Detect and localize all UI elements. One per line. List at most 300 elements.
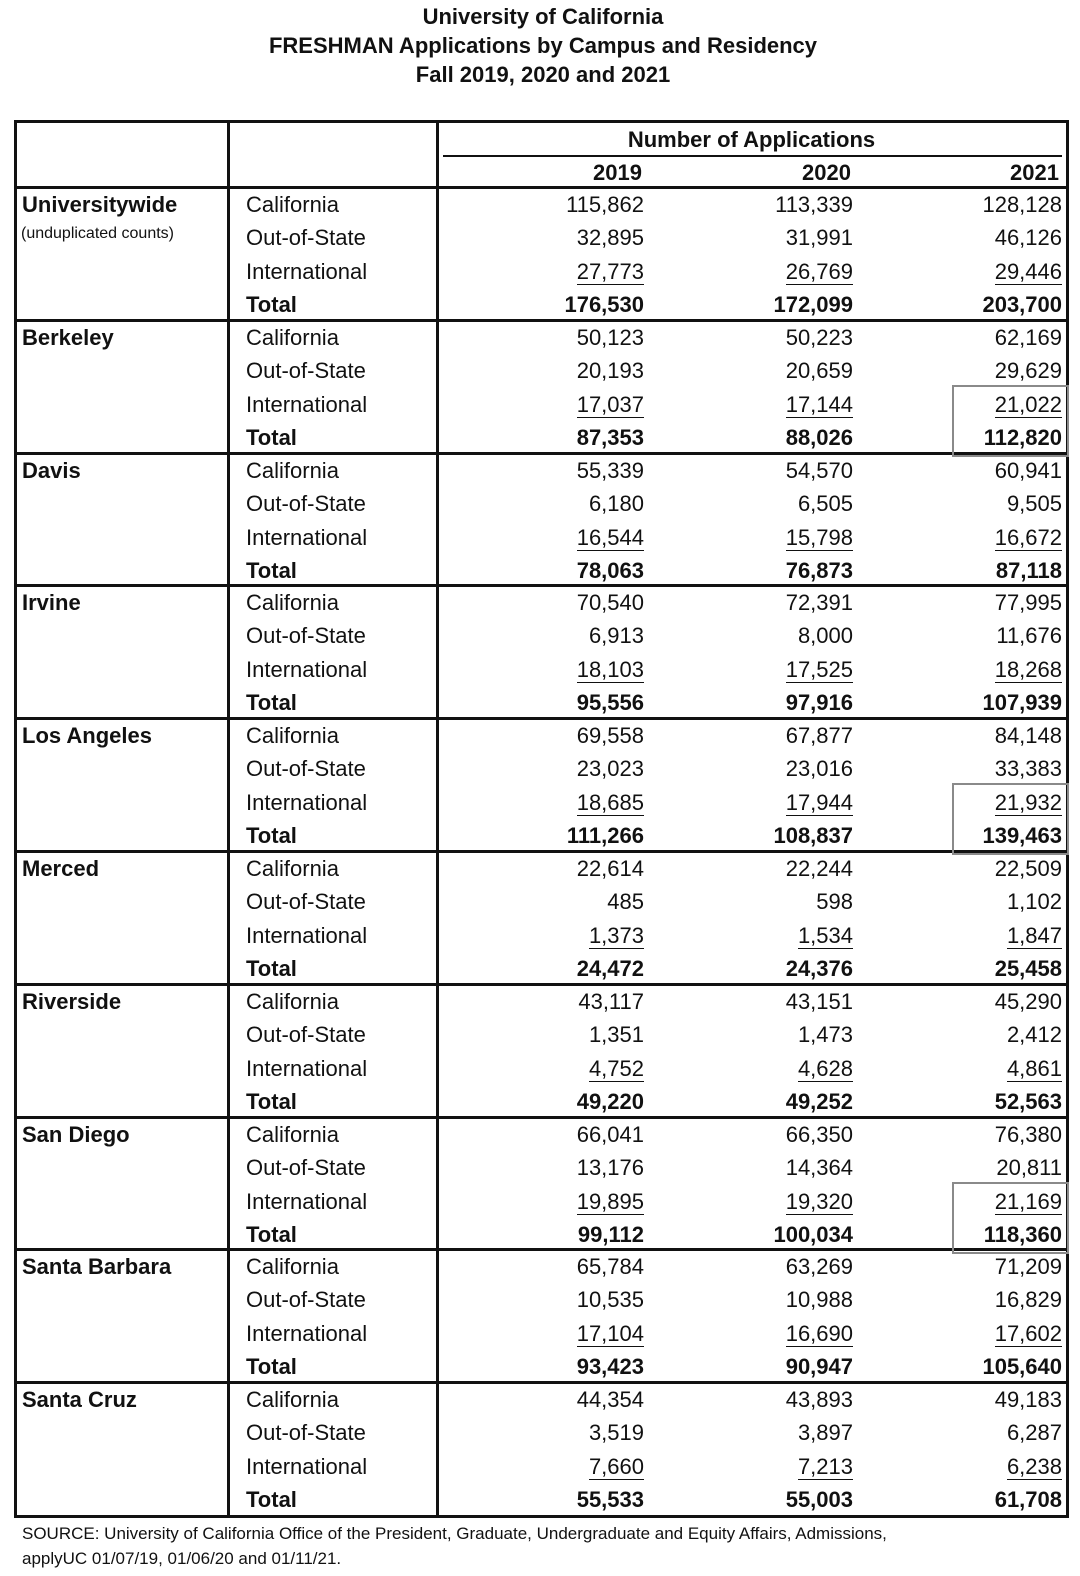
table-row (17, 1484, 1066, 1517)
value-text: 25,458 (994, 956, 1062, 981)
report-title (0, 2, 1080, 89)
value-text: 115,862 (566, 192, 644, 217)
title-line-2: FRESHMAN Applications by Campus and Residency (268, 33, 818, 58)
value-text: 70,540 (576, 590, 644, 616)
value-cell-2020 (713, 424, 853, 452)
value-text: 72,391 (785, 590, 853, 616)
value-text: 108,837 (773, 823, 853, 849)
value-text: 1,847 (1006, 923, 1062, 948)
value-cell-2019 (504, 1021, 644, 1049)
value-text: 8,000 (797, 623, 853, 649)
residency-label: Total (246, 1354, 297, 1380)
value-text: 23,023 (576, 756, 644, 782)
table-row (17, 787, 1066, 820)
value-cell-2019 (504, 524, 644, 552)
residency-label: California (246, 723, 339, 749)
value-text: 6,180 (588, 490, 644, 516)
value-text: 18,103 (576, 657, 644, 683)
value-cell-2020 (713, 1286, 853, 1314)
table-row (17, 1417, 1066, 1450)
value-cell-2019 (504, 922, 644, 950)
residency-label: Out-of-State (246, 225, 366, 250)
value-cell-2020 (713, 1221, 853, 1249)
value-text: 4,628 (797, 1055, 853, 1081)
table-row (17, 1451, 1066, 1484)
table-row (17, 222, 1066, 255)
value-text: 45,290 (994, 988, 1062, 1014)
value-text: 19,895 (576, 1188, 644, 1214)
table-row (17, 455, 1066, 488)
residency-label: Out-of-State (246, 889, 366, 914)
value-cell-2020 (713, 922, 853, 950)
value-text: 88,026 (785, 424, 853, 450)
value-cell-2021 (922, 1419, 1062, 1447)
value-cell-2019 (504, 1320, 644, 1348)
header-year-2021: 2021 (1010, 160, 1059, 185)
value-text: 9,505 (1006, 490, 1062, 516)
campus-block-merced (17, 853, 1066, 986)
value-cell-2019 (504, 589, 644, 617)
value-cell-2020 (713, 391, 853, 419)
value-cell-2019 (504, 1121, 644, 1149)
value-text: 54,570 (785, 457, 853, 483)
value-cell-2021 (922, 557, 1062, 585)
residency-label: Total (246, 424, 297, 450)
campus-block-los-angeles (17, 720, 1066, 853)
residency-label: Total (246, 1487, 297, 1513)
value-cell-2019 (504, 258, 644, 286)
value-text: 22,244 (785, 856, 853, 881)
value-text: 62,169 (994, 324, 1062, 350)
value-text: 3,519 (588, 1420, 644, 1446)
table-row (17, 355, 1066, 388)
value-text: 32,895 (576, 225, 644, 250)
value-text: 19,320 (785, 1188, 853, 1214)
value-text: 16,829 (994, 1287, 1062, 1313)
value-cell-2021 (922, 755, 1062, 783)
value-cell-2020 (713, 258, 853, 286)
value-cell-2019 (504, 490, 644, 518)
residency-label: International (246, 1055, 368, 1081)
table-row (17, 687, 1066, 720)
residency-label: Out-of-State (246, 623, 366, 649)
value-text: 87,353 (576, 424, 644, 450)
table-row (17, 555, 1066, 588)
campus-name: Santa Cruz (22, 1387, 137, 1413)
table-row (17, 620, 1066, 653)
campus-block-irvine (17, 587, 1066, 720)
value-text: 77,995 (994, 590, 1062, 616)
value-cell-2019 (504, 1419, 644, 1447)
residency-label: Out-of-State (246, 1420, 366, 1446)
value-cell-2021 (922, 191, 1062, 219)
value-text: 55,003 (785, 1487, 853, 1513)
campus-name: Los Angeles (22, 723, 152, 749)
table-row (17, 720, 1066, 753)
value-text: 49,183 (994, 1387, 1062, 1413)
value-cell-2021 (922, 589, 1062, 617)
campus-name: Merced (22, 856, 100, 881)
residency-label: International (246, 1188, 368, 1214)
residency-label: California (246, 988, 339, 1014)
value-cell-2021 (922, 1121, 1062, 1149)
value-cell-2020 (713, 191, 853, 219)
value-text: 23,016 (785, 756, 853, 782)
source-line-2: applyUC 01/07/19, 01/06/20 and 01/11/21. (22, 1549, 342, 1568)
campus-note: (unduplicated counts) (21, 225, 174, 242)
value-cell-2020 (713, 1021, 853, 1049)
applications-table (14, 120, 1069, 1518)
value-cell-2021 (922, 258, 1062, 286)
value-text: 172,099 (773, 292, 853, 317)
value-text: 16,544 (576, 524, 644, 550)
value-cell-2021 (922, 888, 1062, 916)
residency-label: California (246, 1254, 339, 1280)
value-cell-2019 (504, 755, 644, 783)
residency-label: California (246, 1387, 339, 1413)
value-text: 17,037 (576, 391, 644, 417)
table-row (17, 1251, 1066, 1284)
campus-block-universitywide (17, 189, 1066, 322)
table-row (17, 1119, 1066, 1152)
value-cell-2021 (922, 1486, 1062, 1514)
value-cell-2021 (922, 955, 1062, 983)
value-cell-2021 (922, 324, 1062, 352)
table-row (17, 289, 1066, 322)
campus-name: Berkeley (22, 324, 114, 350)
residency-label: California (246, 1121, 339, 1147)
table-row (17, 654, 1066, 687)
value-cell-2021 (922, 1453, 1062, 1481)
value-text: 49,252 (785, 1088, 853, 1114)
value-text: 20,193 (576, 357, 644, 383)
value-text: 50,123 (576, 324, 644, 350)
residency-label: Total (246, 1088, 297, 1114)
value-text: 10,988 (785, 1287, 853, 1313)
value-text: 1,351 (588, 1021, 644, 1047)
highlight-box-berkeley (952, 385, 1069, 457)
residency-label: Total (246, 823, 297, 849)
value-text: 6,505 (797, 490, 853, 516)
value-cell-2020 (713, 1088, 853, 1116)
residency-label: Total (246, 956, 297, 981)
table-row (17, 820, 1066, 853)
value-cell-2019 (504, 1486, 644, 1514)
residency-label: Out-of-State (246, 1154, 366, 1180)
value-text: 33,383 (994, 756, 1062, 782)
value-text: 67,877 (785, 723, 853, 749)
value-cell-2019 (504, 191, 644, 219)
value-cell-2019 (504, 1055, 644, 1083)
table-header (17, 123, 1066, 188)
value-cell-2020 (713, 988, 853, 1016)
value-cell-2020 (713, 722, 853, 750)
source-note (22, 1521, 887, 1571)
value-text: 20,659 (785, 357, 853, 383)
table-row (17, 189, 1066, 222)
table-row (17, 522, 1066, 555)
value-text: 203,700 (982, 292, 1062, 317)
value-text: 95,556 (576, 690, 644, 716)
value-text: 43,893 (785, 1387, 853, 1413)
value-cell-2019 (504, 424, 644, 452)
table-row (17, 587, 1066, 620)
value-text: 65,784 (576, 1254, 644, 1280)
campus-name: Universitywide (22, 192, 178, 217)
residency-label: California (246, 856, 339, 881)
residency-label: Out-of-State (246, 1287, 366, 1313)
value-text: 21,932 (994, 790, 1062, 816)
residency-label: Total (246, 1221, 297, 1247)
value-text: 84,148 (994, 723, 1062, 749)
value-cell-2020 (713, 357, 853, 385)
value-text: 66,041 (576, 1121, 644, 1147)
value-text: 4,861 (1006, 1055, 1062, 1081)
residency-label: Total (246, 557, 297, 583)
residency-label: International (246, 1321, 368, 1347)
value-cell-2020 (713, 1353, 853, 1381)
value-cell-2021 (922, 490, 1062, 518)
value-cell-2019 (504, 457, 644, 485)
value-cell-2020 (713, 557, 853, 585)
value-cell-2019 (504, 1188, 644, 1216)
value-text: 49,220 (576, 1088, 644, 1114)
value-cell-2021 (922, 988, 1062, 1016)
value-text: 55,533 (576, 1487, 644, 1513)
residency-label: California (246, 324, 339, 350)
value-text: 1,473 (797, 1021, 853, 1047)
value-cell-2019 (504, 324, 644, 352)
table-row (17, 1019, 1066, 1052)
value-text: 14,364 (785, 1154, 853, 1180)
value-text: 1,534 (797, 923, 853, 948)
value-text: 61,708 (994, 1487, 1062, 1513)
value-cell-2020 (713, 656, 853, 684)
value-text: 7,213 (797, 1454, 853, 1480)
value-text: 485 (607, 889, 644, 914)
value-cell-2020 (713, 822, 853, 850)
value-text: 112,820 (983, 424, 1062, 450)
value-cell-2021 (922, 1353, 1062, 1381)
value-cell-2019 (504, 391, 644, 419)
title-line-1: University of California (422, 4, 664, 29)
table-row (17, 1384, 1066, 1417)
value-cell-2021 (922, 224, 1062, 252)
residency-label: California (246, 457, 339, 483)
value-text: 1,102 (1006, 889, 1062, 914)
value-text: 21,169 (994, 1188, 1062, 1214)
residency-label: International (246, 790, 368, 816)
value-cell-2019 (504, 224, 644, 252)
table-row (17, 1318, 1066, 1351)
value-text: 46,126 (994, 225, 1062, 250)
value-text: 93,423 (576, 1354, 644, 1380)
residency-label: Out-of-State (246, 357, 366, 383)
value-cell-2019 (504, 822, 644, 850)
table-row (17, 1186, 1066, 1219)
highlight-box-san-diego (952, 1182, 1069, 1254)
campus-block-san-diego (17, 1119, 1066, 1252)
value-cell-2020 (713, 789, 853, 817)
residency-label: California (246, 192, 339, 217)
value-text: 97,916 (785, 690, 853, 716)
value-cell-2019 (504, 622, 644, 650)
value-text: 10,535 (576, 1287, 644, 1313)
table-row (17, 322, 1066, 355)
residency-label: International (246, 1454, 368, 1480)
value-cell-2019 (504, 1088, 644, 1116)
value-cell-2020 (713, 1419, 853, 1447)
value-cell-2020 (713, 224, 853, 252)
value-text: 6,238 (1006, 1454, 1062, 1480)
value-text: 60,941 (994, 457, 1062, 483)
value-cell-2019 (504, 955, 644, 983)
value-cell-2021 (922, 1021, 1062, 1049)
value-cell-2020 (713, 755, 853, 783)
value-text: 118,360 (983, 1221, 1062, 1247)
campus-name: Riverside (22, 988, 122, 1014)
value-text: 24,376 (785, 956, 853, 981)
value-cell-2021 (922, 524, 1062, 552)
campus-name: Davis (22, 457, 81, 483)
value-cell-2021 (922, 357, 1062, 385)
value-cell-2021 (922, 722, 1062, 750)
value-cell-2020 (713, 1253, 853, 1281)
value-cell-2020 (713, 1486, 853, 1514)
campus-name: Irvine (22, 590, 81, 616)
value-text: 16,672 (994, 524, 1062, 550)
value-text: 22,509 (994, 856, 1062, 881)
value-text: 128,128 (982, 192, 1062, 217)
value-text: 66,350 (785, 1121, 853, 1147)
value-cell-2019 (504, 557, 644, 585)
value-cell-2020 (713, 589, 853, 617)
value-text: 17,104 (576, 1321, 644, 1347)
value-cell-2019 (504, 357, 644, 385)
value-cell-2019 (504, 1221, 644, 1249)
value-cell-2019 (504, 689, 644, 717)
value-text: 55,339 (576, 457, 644, 483)
value-cell-2021 (922, 1286, 1062, 1314)
table-row (17, 953, 1066, 986)
header-year-2020: 2020 (802, 160, 851, 185)
value-text: 99,112 (577, 1221, 644, 1247)
value-cell-2021 (922, 1088, 1062, 1116)
value-cell-2019 (504, 855, 644, 883)
residency-label: International (246, 923, 368, 948)
value-text: 17,944 (785, 790, 853, 816)
header-year-2019: 2019 (593, 160, 642, 185)
value-text: 78,063 (576, 557, 644, 583)
value-cell-2019 (504, 888, 644, 916)
value-cell-2020 (713, 1055, 853, 1083)
value-text: 176,530 (564, 292, 644, 317)
value-text: 43,151 (785, 988, 853, 1014)
value-cell-2020 (713, 689, 853, 717)
value-cell-2021 (922, 1154, 1062, 1182)
value-cell-2019 (504, 789, 644, 817)
value-cell-2020 (713, 490, 853, 518)
value-text: 1,373 (588, 923, 644, 948)
table-row (17, 886, 1066, 919)
value-text: 22,614 (576, 856, 644, 881)
value-cell-2020 (713, 855, 853, 883)
value-text: 69,558 (576, 723, 644, 749)
table-row (17, 1219, 1066, 1252)
value-text: 6,287 (1006, 1420, 1062, 1446)
table-row (17, 1053, 1066, 1086)
value-cell-2021 (922, 855, 1062, 883)
value-cell-2020 (713, 1121, 853, 1149)
title-line-3: Fall 2019, 2020 and 2021 (415, 62, 671, 87)
value-cell-2020 (713, 524, 853, 552)
value-text: 4,752 (588, 1055, 644, 1081)
value-text: 17,144 (785, 391, 853, 417)
residency-label: Total (246, 690, 297, 716)
value-text: 44,354 (576, 1387, 644, 1413)
value-cell-2020 (713, 1453, 853, 1481)
residency-label: International (246, 391, 368, 417)
campus-block-santa-barbara (17, 1251, 1066, 1384)
value-text: 50,223 (785, 324, 853, 350)
campus-block-riverside (17, 986, 1066, 1119)
value-cell-2021 (922, 457, 1062, 485)
value-cell-2021 (922, 291, 1062, 319)
value-cell-2021 (922, 1320, 1062, 1348)
value-cell-2019 (504, 1353, 644, 1381)
campus-block-santa-cruz (17, 1384, 1066, 1517)
table-row (17, 256, 1066, 289)
value-text: 105,640 (982, 1354, 1062, 1380)
value-text: 18,268 (994, 657, 1062, 683)
value-cell-2020 (713, 1386, 853, 1414)
value-text: 63,269 (785, 1254, 853, 1280)
value-text: 90,947 (785, 1354, 853, 1380)
value-text: 15,798 (785, 524, 853, 550)
value-text: 17,602 (994, 1321, 1062, 1347)
value-text: 43,117 (578, 988, 644, 1014)
value-text: 16,690 (785, 1321, 853, 1347)
value-text: 2,412 (1006, 1021, 1062, 1047)
header-number-of-applications: Number of Applications (627, 127, 876, 152)
table-row (17, 920, 1066, 953)
residency-label: International (246, 524, 368, 550)
table-row (17, 1351, 1066, 1384)
value-cell-2019 (504, 1154, 644, 1182)
value-cell-2019 (504, 1453, 644, 1481)
residency-label: Out-of-State (246, 756, 366, 782)
value-text: 24,472 (576, 956, 644, 981)
value-cell-2019 (504, 1286, 644, 1314)
table-row (17, 753, 1066, 786)
value-text: 87,118 (995, 557, 1062, 583)
value-text: 17,525 (785, 657, 853, 683)
value-cell-2020 (713, 888, 853, 916)
value-cell-2019 (504, 656, 644, 684)
value-text: 18,685 (576, 790, 644, 816)
value-cell-2021 (922, 922, 1062, 950)
value-text: 29,629 (994, 357, 1062, 383)
value-text: 11,676 (996, 623, 1062, 649)
value-text: 139,463 (982, 823, 1062, 849)
residency-label: International (246, 657, 368, 683)
value-cell-2021 (922, 689, 1062, 717)
table-row (17, 986, 1066, 1019)
value-cell-2021 (922, 1253, 1062, 1281)
header-underline (443, 155, 1062, 157)
value-text: 26,769 (785, 259, 853, 284)
value-cell-2020 (713, 955, 853, 983)
